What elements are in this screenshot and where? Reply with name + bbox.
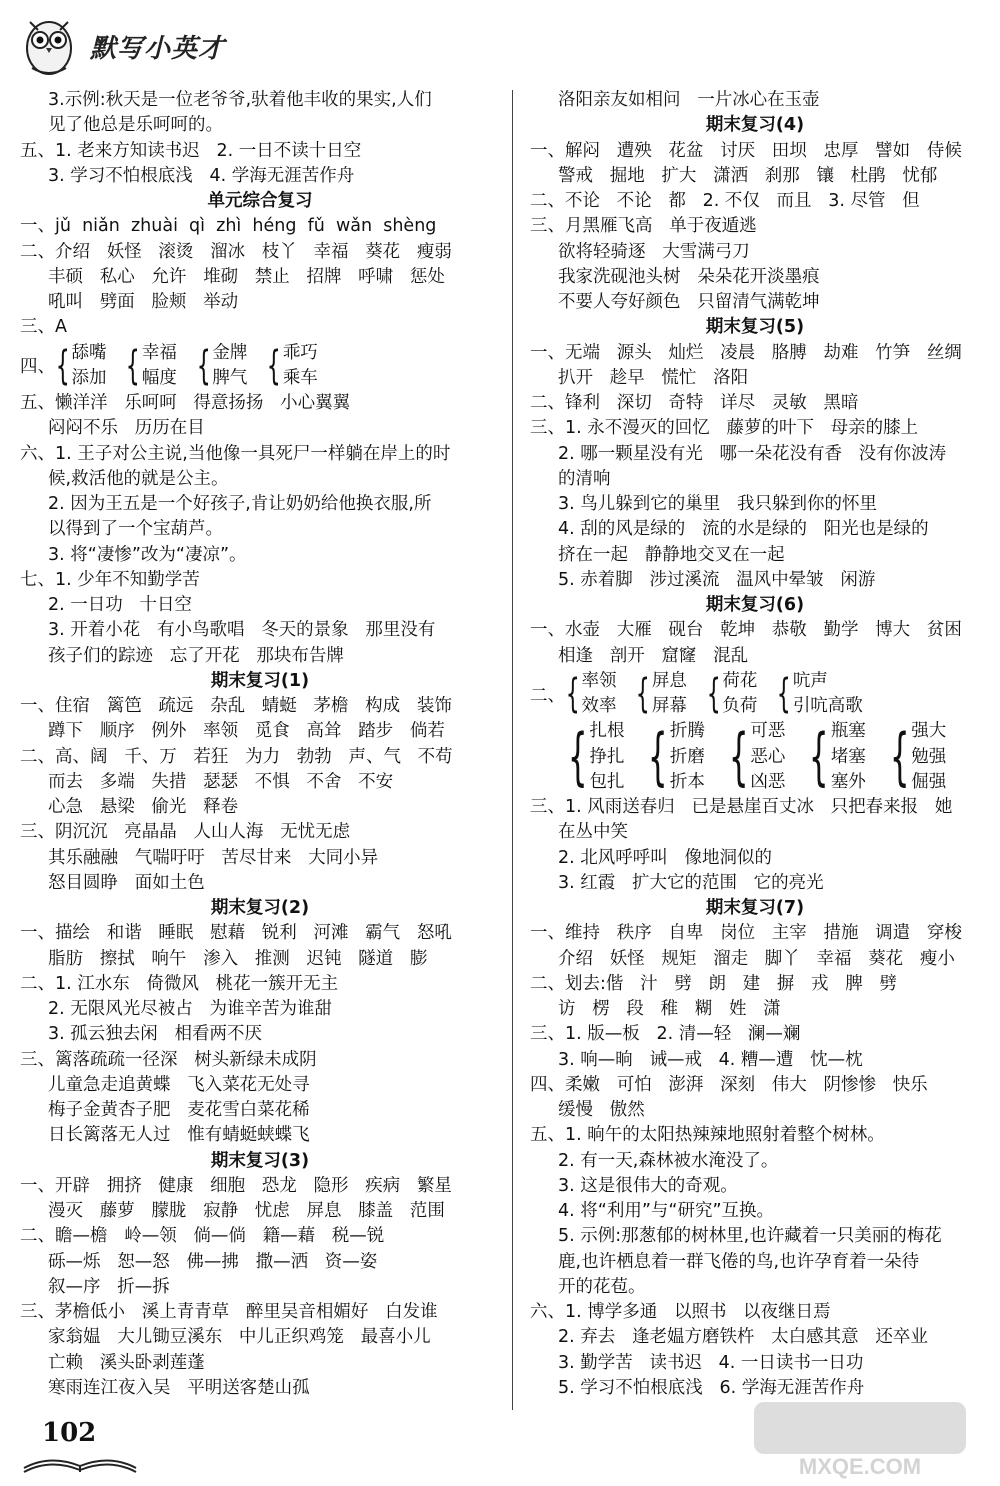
answer-line: 一、维持 秩序 自卑 岗位 主宰 措施 调遣 穿梭 [530, 923, 962, 944]
page-number: 102 [42, 1418, 97, 1448]
word: 脾气 [212, 367, 248, 388]
word: 幸福 [141, 342, 177, 363]
answer-line: 访 楞 段 稚 糊 姓 潇 [558, 999, 781, 1019]
word: 塞外 [830, 771, 866, 792]
answer-line: 一、住宿 篱笆 疏远 杂乱 蜻蜓 茅檐 构成 装饰 [20, 696, 452, 716]
word: 乖巧 [282, 342, 318, 363]
answer-line: 六、1. 博学多通 以照书 以夜继日焉 [530, 1302, 831, 1322]
watermark-logo-icon [750, 1398, 970, 1482]
answer-line: 2. 一日功 十日空 [48, 595, 192, 615]
section-heading: 期末复习(5) [705, 317, 805, 338]
section-heading: 期末复习(4) [705, 115, 805, 136]
word: 恶心 [750, 746, 786, 767]
answer-line: 4. 刮的风是绿的 流的水是绿的 阳光也是绿的 [558, 519, 929, 540]
answer-line: 挤在一起 静静地交叉在一起 [558, 544, 785, 565]
brace-group-row [530, 719, 980, 795]
answer-line: 亡赖 溪头卧剥莲蓬 [48, 1352, 205, 1373]
answer-line: 孩子们的踪迹 忘了开花 那块布告牌 [48, 645, 344, 666]
word: 效率 [581, 696, 617, 716]
answer-line: 一、描绘 和谐 睡眠 慰藉 锐利 河滩 霸气 怒吼 [20, 923, 452, 944]
answer-line: 二、介绍 妖怪 滚烫 溜冰 枝丫 幸福 葵花 瘦弱 [20, 241, 452, 262]
brace-icon: { [567, 720, 588, 794]
answer-line: 而去 多端 失措 瑟瑟 不惧 不舍 不安 [48, 771, 394, 792]
brace-icon: { [648, 720, 669, 794]
answer-line: 其乐融融 气喘吁吁 苦尽甘来 大同小异 [48, 847, 379, 868]
answer-line: 四、柔嫩 可怕 澎湃 深刻 伟大 阴惨惨 快乐 [530, 1074, 928, 1095]
answer-line: 儿童急走追黄蝶 飞入菜花无处寻 [48, 1074, 310, 1095]
answer-line: 5. 赤着脚 涉过溪流 温风中晕皱 闲游 [558, 569, 876, 590]
word: 折腾 [669, 721, 705, 742]
answer-line: 三、A [20, 317, 67, 338]
answer-line: 3. 勤学苦 读书迟 4. 一日读书一日功 [558, 1352, 864, 1373]
answer-line: 鹿,也许栖息着一群飞倦的鸟,也许孕育着一朵待 [558, 1251, 920, 1272]
answer-line: 3. 红霞 扩大它的范围 它的亮光 [558, 872, 824, 893]
question-number: 二、 [530, 685, 565, 706]
word: 屏幕 [651, 696, 687, 716]
answer-line: 欲将轻骑逐 大雪满弓刀 [558, 241, 750, 262]
word-pair [261, 341, 317, 392]
question-number: 四、 [20, 357, 55, 378]
answer-line: 2. 因为王五是一个好孩子,肯让奶奶给他换衣服,所 [48, 494, 432, 514]
answer-line: 二、1. 江水东 倚微风 桃花一簇开无主 [20, 973, 339, 994]
word: 堵塞 [830, 746, 866, 767]
brace-group-row [20, 341, 500, 392]
page-header [14, 6, 244, 86]
answer-line: 3. 响—晌 诫—戒 4. 糟—遭 忱—枕 [558, 1049, 863, 1070]
answer-line: 3. 将“凄惨”改为“凄凉”。 [48, 544, 247, 565]
brace-icon: { [706, 671, 721, 717]
word-pair [120, 341, 176, 392]
brace-icon: { [55, 342, 70, 389]
brace-icon: { [267, 342, 282, 389]
section-heading: 单元综合复习 [207, 191, 313, 211]
answer-line: 蹲下 顺序 例外 率领 觅食 高耸 踏步 倘若 [48, 721, 445, 742]
column-divider [512, 90, 513, 1410]
open-book-icon [20, 1448, 140, 1474]
answer-line: 扒开 趁早 慌忙 洛阳 [558, 367, 749, 388]
answer-line: 2. 有一天,森林被水淹没了。 [558, 1150, 779, 1171]
answer-line: 在丛中笑 [558, 822, 628, 843]
word-pair [701, 669, 757, 720]
word-triple [880, 719, 946, 795]
answer-line: 2. 哪一颗星没有光 哪一朵花没有香 没有你波涛 [558, 443, 947, 464]
word: 凶恶 [750, 771, 786, 792]
brace-icon: { [728, 720, 749, 794]
answer-line: 3.示例:秋天是一位老爷爷,驮着他丰收的果实,人们 [48, 90, 432, 110]
answer-line: 不要人夸好颜色 只留清气满乾坤 [558, 292, 820, 312]
brace-icon: { [126, 342, 141, 389]
answer-line: 5. 学习不怕根底浅 6. 学海无涯苦作舟 [558, 1377, 865, 1398]
answer-line: 三、1. 版—板 2. 清—轻 澜—斓 [530, 1024, 801, 1045]
answer-line: 二、锋利 深切 奇特 详尽 灵敏 黑暗 [530, 393, 859, 413]
answer-line: 3. 开着小花 有小鸟歌唱 冬天的景象 那里没有 [48, 620, 436, 641]
answer-line: 警戒 掘地 扩大 潇洒 刹那 镶 杜鹃 忧郁 [558, 165, 938, 186]
word-pair [771, 669, 862, 720]
word: 折本 [669, 771, 705, 792]
word: 可恶 [750, 721, 786, 742]
answer-line: 候,救活他的就是公主。 [48, 468, 229, 489]
answer-line: 梅子金黄杏子肥 麦花雪白菜花稀 [48, 1100, 310, 1120]
word-triple [799, 719, 865, 795]
word-pair [50, 341, 106, 392]
word: 金牌 [212, 342, 248, 363]
answer-line: 砾—烁 恕—怒 佛—拂 撒—洒 资—姿 [48, 1251, 378, 1272]
answer-line: 怒目圆睁 面如土色 [48, 872, 205, 893]
answer-line: 2. 北风呼呼叫 像地洞似的 [558, 847, 772, 868]
answer-line: 缓慢 傲然 [558, 1100, 645, 1120]
answer-line: 漫灭 藤萝 朦胧 寂静 忧虑 屏息 膝盖 范围 [48, 1201, 445, 1221]
brace-icon: { [777, 671, 792, 717]
section-heading: 期末复习(1) [210, 670, 310, 691]
answer-line: 洛阳亲友如相问 一片冰心在玉壶 [558, 90, 820, 110]
answer-line: 三、篱落疏疏一径深 树头新绿未成阴 [20, 1049, 317, 1070]
answer-line: 叙—序 折—拆 [48, 1276, 170, 1297]
brace-icon: { [196, 342, 211, 389]
answer-line: 一、无端 源头 灿烂 凌晨 胳膊 劫难 竹笋 丝绸 [530, 342, 962, 363]
watermark [750, 1398, 970, 1482]
answer-line: 三、1. 永不漫灭的回忆 藤萝的叶下 母亲的膝上 [530, 418, 919, 439]
answer-line: 七、1. 少年不知勤学苦 [20, 569, 200, 590]
answer-line: 二、瞻—檐 岭—领 倘—倘 籍—藉 税—锐 [20, 1226, 385, 1247]
answer-line: 五、1. 晌午的太阳热辣辣地照射着整个树林。 [530, 1125, 885, 1146]
word-triple [558, 719, 624, 795]
answer-line: 一、水壶 大雁 砚台 乾坤 恭敬 勤学 博大 贫困 [530, 620, 962, 641]
brand-title: 默写小英才 [90, 34, 226, 64]
svg-text:MXQE.COM: MXQE.COM [798, 1454, 922, 1479]
word: 添加 [71, 367, 107, 388]
word: 扎根 [589, 721, 625, 742]
answer-line: 一、jǔ niǎn zhuài qì zhì héng fǔ wǎn shèng [20, 216, 437, 237]
answer-line: 三、阴沉沉 亮晶晶 人山人海 无忧无虑 [20, 822, 351, 843]
word-pair [630, 669, 686, 720]
brace-group-row [530, 669, 980, 720]
answer-line: 三、月黑雁飞高 单于夜遁逃 [530, 216, 757, 237]
right-column [530, 88, 980, 1401]
word: 吭声 [792, 670, 828, 691]
word: 幅度 [141, 367, 177, 388]
word: 挣扎 [589, 746, 625, 767]
brace-icon: { [636, 671, 651, 717]
word-triple [719, 719, 785, 795]
word: 荷花 [722, 670, 758, 691]
answer-line: 相逢 剖开 窟窿 混乱 [558, 645, 749, 666]
word: 包扎 [589, 771, 625, 792]
word: 率领 [581, 670, 617, 691]
section-heading: 期末复习(6) [705, 595, 805, 615]
answer-line: 介绍 妖怪 规矩 溜走 脚丫 幸福 葵花 瘦小 [558, 948, 955, 969]
answer-line: 五、懒洋洋 乐呵呵 得意扬扬 小心翼翼 [20, 393, 351, 413]
answer-line: 2. 弃去 逢老媪方磨铁杵 太白感其意 还卒业 [558, 1327, 928, 1348]
answer-line: 心急 悬梁 偷光 释卷 [48, 797, 239, 817]
page-footer [14, 1418, 154, 1478]
word: 瓶塞 [830, 721, 866, 742]
answer-line: 二、划去:偕 汁 劈 朗 建 摒 戎 脾 劈 [530, 973, 897, 994]
answer-line: 闷闷不乐 历历在目 [48, 418, 205, 439]
brace-icon: { [565, 671, 580, 717]
answer-line: 我家洗砚池头树 朵朵花开淡墨痕 [558, 266, 820, 287]
answer-line: 三、茅檐低小 溪上青青草 醉里吴音相媚好 白发谁 [20, 1302, 438, 1322]
owl-logo-icon [18, 8, 80, 80]
answer-line: 3. 鸟儿躲到它的巢里 我只躲到你的怀里 [558, 494, 877, 514]
answer-line: 3. 孤云独去闲 相看两不厌 [48, 1024, 262, 1045]
word: 乘车 [282, 367, 318, 388]
answer-line: 二、不论 不论 都 2. 不仅 而且 3. 尽管 但 [530, 191, 920, 211]
answer-line: 五、1. 老来方知读书迟 2. 一日不读十日空 [20, 140, 362, 161]
answer-line: 开的花苞。 [558, 1276, 646, 1297]
word-pair [191, 341, 247, 392]
answer-line: 二、高、阔 千、万 若狂 为力 勃勃 声、气 不苟 [20, 746, 453, 767]
answer-line: 吼叫 劈面 脸颊 举动 [48, 292, 239, 312]
left-column [20, 88, 500, 1401]
answer-line: 3. 学习不怕根底浅 4. 学海无涯苦作舟 [48, 165, 355, 186]
word: 勉强 [911, 746, 947, 767]
brace-icon: { [889, 720, 910, 794]
answer-line: 见了他总是乐呵呵的。 [48, 115, 223, 136]
answer-line: 以得到了一个宝葫芦。 [48, 519, 223, 540]
word-triple [638, 719, 704, 795]
word: 引吭高歌 [792, 696, 863, 716]
word: 屏息 [651, 670, 687, 691]
answer-line: 三、1. 风雨送春归 已是悬崖百丈冰 只把春来报 她 [530, 797, 953, 817]
brace-icon: { [809, 720, 829, 794]
answer-line: 5. 示例:那葱郁的树林里,也许藏着一只美丽的梅花 [558, 1226, 942, 1247]
answer-line: 一、解闷 遭殃 花盆 讨厌 田坝 忠厚 譬如 侍候 [530, 140, 962, 161]
word: 折磨 [669, 746, 705, 767]
word: 倔强 [911, 771, 947, 792]
answer-line: 3. 这是很伟大的奇观。 [558, 1175, 738, 1196]
answer-line: 寒雨连江夜入吴 平明送客楚山孤 [48, 1377, 310, 1398]
section-heading: 期末复习(7) [705, 898, 805, 918]
answer-line: 2. 无限风光尽被占 为谁辛苦为谁甜 [48, 999, 332, 1019]
word-pair [560, 669, 616, 720]
section-heading: 期末复习(3) [210, 1150, 310, 1171]
answer-line: 脂肪 擦拭 响午 渗入 推测 迟钝 隧道 膨 [48, 948, 428, 969]
answer-line: 一、开辟 拥挤 健康 细胞 恐龙 隐形 疾病 繁星 [20, 1175, 452, 1196]
answer-line: 4. 将“利用”与“研究”互换。 [558, 1201, 775, 1221]
answer-line: 家翁媪 大儿锄豆溪东 中儿正织鸡笼 最喜小儿 [48, 1327, 431, 1348]
word: 负荷 [722, 696, 758, 716]
word: 舔嘴 [71, 342, 107, 363]
answer-line: 六、1. 王子对公主说,当他像一具死尸一样躺在岸上的时 [20, 443, 451, 464]
answer-line: 日长篱落无人过 惟有蜻蜓蛱蝶飞 [48, 1125, 310, 1146]
section-heading: 期末复习(2) [210, 898, 310, 918]
word: 强大 [911, 721, 947, 742]
answer-line: 的清响 [558, 468, 611, 489]
answer-line: 丰硕 私心 允许 堆砌 禁止 招牌 呼啸 惩处 [48, 266, 445, 287]
